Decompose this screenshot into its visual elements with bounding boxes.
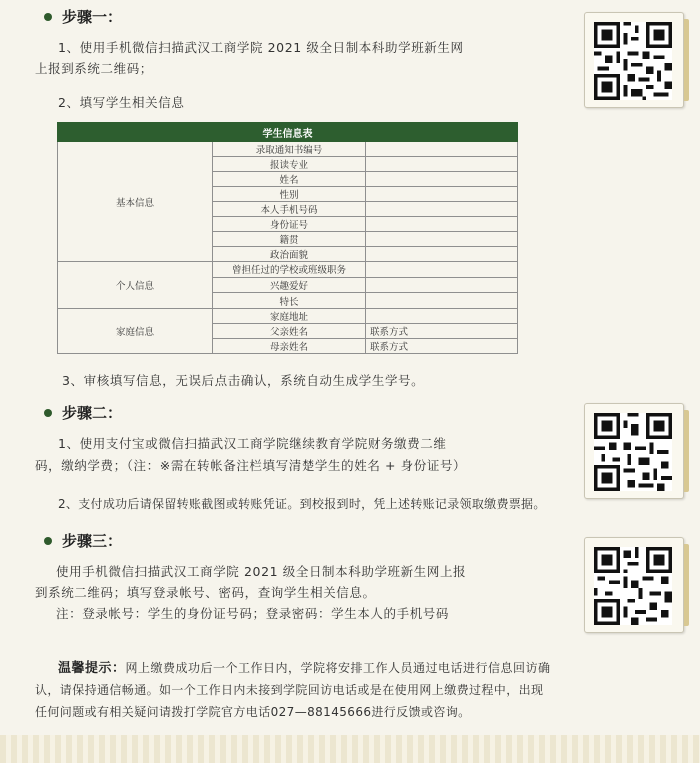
qr-card-1 [584, 12, 684, 108]
row-value-contact: 联系方式 [366, 339, 518, 354]
row-value [366, 232, 518, 247]
step1-item2: 2、填写学生相关信息 [58, 95, 185, 110]
row-label-major: 报读专业 [213, 157, 366, 172]
group-personal: 个人信息 [58, 262, 213, 309]
qr-card-2 [584, 403, 684, 499]
step1-item1-line1: 1、使用手机微信扫描武汉工商学院 2021 级全日制本科助学班新生网 [58, 40, 464, 55]
step2-heading-text: 步骤二： [62, 404, 123, 422]
step2-heading [44, 402, 122, 423]
table-title: 学生信息表 [58, 123, 518, 142]
row-label-father: 父亲姓名 [213, 324, 366, 339]
row-label-mother: 母亲姓名 [213, 339, 366, 354]
row-value [366, 172, 518, 187]
row-value [366, 142, 518, 157]
step3-heading [44, 530, 122, 551]
step3-note: 注：登录帐号：学生的身份证号码；登录密码：学生本人的手机号码 [56, 606, 450, 621]
row-label-positions: 曾担任过的学校或班级职务 [213, 262, 366, 278]
bullet-dot-icon [44, 13, 52, 21]
qr-code-icon [594, 22, 672, 100]
row-value [366, 217, 518, 232]
row-value [366, 277, 518, 293]
tip-line2: 认，请保持通信畅通。如一个工作日内未接到学院回访电话或是在使用网上缴费过程中，出现 [35, 683, 544, 697]
group-basic: 基本信息 [58, 142, 213, 262]
student-info-table [57, 122, 518, 354]
tip-line1-text: 网上缴费成功后一个工作日内，学院将安排工作人员通过电话进行信息回访确 [125, 661, 551, 675]
bullet-dot-icon [44, 537, 52, 545]
row-value-contact: 联系方式 [366, 324, 518, 339]
tip-line3: 任何问题或有相关疑问请拨打学院官方电话027—88145666进行反馈或咨询。 [35, 705, 471, 719]
tip-title: 温馨提示： [58, 661, 126, 676]
step2-item2: 2、支付成功后请保留转账截图或转账凭证。到校报到时，凭上述转账记录领取缴费票据。 [58, 497, 546, 511]
row-value [366, 202, 518, 217]
qr-card-3 [584, 537, 684, 633]
bullet-dot-icon [44, 409, 52, 417]
group-family: 家庭信息 [58, 309, 213, 354]
row-value [366, 157, 518, 172]
step1-heading-text: 步骤一： [62, 8, 123, 26]
step3-line1: 使用手机微信扫描武汉工商学院 2021 级全日制本科助学班新生网上报 [56, 564, 467, 579]
row-value [366, 262, 518, 278]
row-label-political: 政治面貌 [213, 247, 366, 262]
step1-item1-line2: 上报到系统二维码； [35, 61, 153, 76]
row-label-native-place: 籍贯 [213, 232, 366, 247]
row-label-phone: 本人手机号码 [213, 202, 366, 217]
row-value [366, 309, 518, 324]
step1-heading [44, 6, 122, 27]
row-label-hobbies: 兴趣爱好 [213, 277, 366, 293]
step2-item1-line1: 1、使用支付宝或微信扫描武汉工商学院继续教育学院财务缴费二维 [58, 436, 447, 451]
row-label-gender: 性别 [213, 187, 366, 202]
step2-item1-line2: 码，缴纳学费；（注：※需在转帐备注栏填写清楚学生的姓名 + 身份证号） [35, 458, 467, 473]
row-label-specialty: 特长 [213, 293, 366, 309]
row-label-address: 家庭地址 [213, 309, 366, 324]
qr-code-icon [594, 413, 672, 491]
row-value [366, 293, 518, 309]
row-value [366, 187, 518, 202]
step3-line2: 到系统二维码；填写登录帐号、密码，查询学生相关信息。 [35, 585, 376, 600]
row-value [366, 247, 518, 262]
qr-code-icon [594, 547, 672, 625]
tip-line1 [58, 658, 551, 679]
step1-item3: 3、审核填写信息，无误后点击确认，系统自动生成学生学号。 [62, 373, 425, 388]
step3-heading-text: 步骤三： [62, 532, 123, 550]
row-label-id-no: 身份证号 [213, 217, 366, 232]
row-label-admission-no: 录取通知书编号 [213, 142, 366, 157]
decorative-bottom-band [0, 735, 700, 763]
row-label-name: 姓名 [213, 172, 366, 187]
